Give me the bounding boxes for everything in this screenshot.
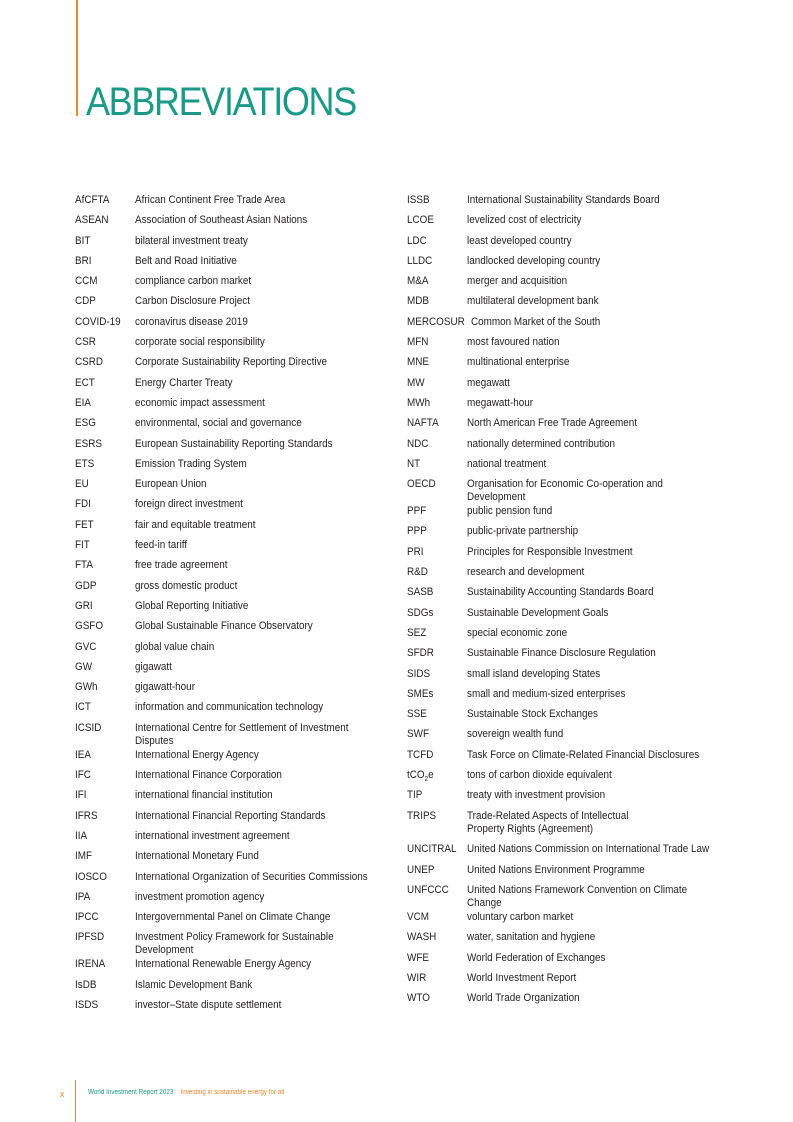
abbreviation-definition: megawatt-hour [467, 396, 534, 409]
abbreviation-term: SASB [407, 586, 434, 599]
abbreviation-definition: International Financial Reporting Standards [135, 809, 326, 822]
abbreviation-term: SMEs [407, 687, 434, 700]
abbreviation-row [407, 788, 737, 808]
footer-report-title: World Investment Report 2023 [88, 1089, 174, 1096]
abbreviation-definition: information and communication technology [135, 701, 324, 714]
abbreviation-definition: Sustainability Accounting Standards Board [467, 586, 654, 599]
abbreviation-term: IFC [75, 769, 91, 782]
abbreviations-column-left [75, 193, 395, 1018]
abbreviation-term: M&A [407, 275, 429, 288]
abbreviation-row [407, 274, 737, 294]
abbreviation-term: IIA [75, 829, 88, 842]
abbreviation-term: MW [407, 376, 425, 389]
abbreviation-row [75, 768, 395, 788]
abbreviation-definition: megawatt [467, 376, 510, 389]
abbreviation-term: ESRS [75, 437, 102, 450]
abbreviation-row [75, 579, 395, 599]
abbreviation-row [407, 457, 737, 477]
abbreviation-row [75, 518, 395, 538]
abbreviation-row [407, 213, 737, 233]
abbreviation-definition: Intergovernmental Panel on Climate Change [135, 911, 331, 924]
abbreviation-definition: International Centre for Settlement of Investment Disputes [135, 721, 349, 747]
abbreviation-row [407, 294, 737, 314]
abbreviation-definition: European Sustainability Reporting Standards [135, 437, 333, 450]
abbreviation-definition: International Energy Agency [135, 748, 259, 761]
abbreviation-row [75, 660, 395, 680]
abbreviation-definition: gigawatt-hour [135, 681, 195, 694]
abbreviation-row [407, 234, 737, 254]
abbreviation-term: SSE [407, 708, 427, 721]
abbreviation-definition: public pension fund [467, 505, 553, 518]
abbreviation-row [75, 829, 395, 849]
title-accent-bar [76, 0, 78, 116]
abbreviation-definition: most favoured nation [467, 336, 560, 349]
abbreviation-definition: treaty with investment provision [467, 789, 606, 802]
abbreviation-definition: Sustainable Development Goals [467, 606, 609, 619]
abbreviation-term: IPFSD [75, 931, 105, 944]
abbreviation-definition: Corporate Sustainability Reporting Directive [135, 356, 328, 369]
abbreviation-term: SWF [407, 728, 430, 741]
abbreviation-term: MERCOSUR [407, 315, 465, 328]
abbreviation-definition: bilateral investment treaty [135, 234, 248, 247]
abbreviation-term: VCM [407, 911, 430, 923]
abbreviation-definition: landlocked developing country [467, 254, 601, 267]
abbreviation-term: CSR [75, 336, 96, 349]
abbreviation-definition: Islamic Development Bank [135, 978, 253, 991]
abbreviation-term: IFI [75, 789, 87, 802]
abbreviation-term: IRENA [75, 958, 106, 971]
abbreviation-definition: research and development [467, 566, 585, 579]
abbreviation-term: WFE [407, 951, 430, 964]
abbreviation-definition: international investment agreement [135, 829, 290, 842]
abbreviation-row [407, 930, 737, 950]
abbreviation-row [407, 707, 737, 727]
abbreviation-row [75, 274, 395, 294]
abbreviation-term: EIA [75, 396, 91, 409]
abbreviation-row [407, 437, 737, 457]
abbreviation-row [407, 504, 737, 524]
abbreviation-row [75, 640, 395, 660]
abbreviation-row [75, 193, 395, 213]
abbreviation-term: MFN [407, 336, 429, 349]
abbreviation-definition: multilateral development bank [467, 295, 599, 308]
abbreviation-term: CDP [75, 295, 96, 308]
abbreviation-term: SFDR [407, 647, 434, 660]
abbreviation-term: WIR [407, 971, 427, 984]
abbreviation-term: GW [75, 660, 93, 673]
abbreviation-term: ECT [75, 376, 95, 389]
abbreviations-column-right [407, 193, 737, 1011]
abbreviation-definition: sovereign wealth fund [467, 728, 564, 741]
abbreviation-row [407, 667, 737, 687]
abbreviation-definition: Association of Southeast Asian Nations [135, 214, 308, 227]
abbreviation-definition: levelized cost of electricity [467, 214, 582, 227]
abbreviation-row [407, 193, 737, 213]
abbreviation-term: EU [75, 478, 89, 491]
abbreviation-term: MDB [407, 295, 430, 308]
abbreviation-row [407, 883, 737, 910]
abbreviation-row [75, 619, 395, 639]
abbreviation-term: ETS [75, 457, 95, 470]
abbreviation-definition: International Finance Corporation [135, 769, 282, 782]
abbreviation-row [407, 768, 737, 788]
abbreviation-row [75, 437, 395, 457]
abbreviation-definition: gross domestic product [135, 579, 238, 592]
abbreviation-definition: African Continent Free Trade Area [135, 194, 286, 206]
abbreviation-row [407, 863, 737, 883]
abbreviation-definition: investor–State dispute settlement [135, 998, 282, 1011]
abbreviation-term: SEZ [407, 626, 427, 639]
abbreviation-term: CSRD [75, 356, 104, 369]
abbreviation-term: PRI [407, 545, 424, 558]
abbreviation-row [75, 315, 395, 335]
abbreviation-row [75, 599, 395, 619]
abbreviation-row [407, 727, 737, 747]
abbreviation-term: AfCFTA [75, 194, 110, 206]
abbreviation-definition: public-private partnership [467, 525, 579, 538]
abbreviation-row [75, 213, 395, 233]
abbreviation-term: SDGs [407, 606, 434, 619]
abbreviation-term: OECD [407, 478, 436, 491]
abbreviation-term: ASEAN [75, 214, 109, 227]
abbreviation-definition: Global Reporting Initiative [135, 599, 249, 612]
abbreviation-term: SIDS [407, 667, 431, 680]
abbreviation-row [407, 971, 737, 991]
abbreviation-row [75, 355, 395, 375]
abbreviation-row [75, 721, 395, 748]
abbreviation-row [407, 396, 737, 416]
abbreviation-definition: International Renewable Energy Agency [135, 958, 312, 971]
abbreviation-definition: water, sanitation and hygiene [467, 931, 596, 944]
abbreviation-term: NT [407, 457, 421, 470]
page-title: ABBREVIATIONS [86, 80, 356, 124]
abbreviation-definition: United Nations Commission on International Trade Law [467, 843, 710, 856]
abbreviation-definition: compliance carbon market [135, 275, 252, 288]
abbreviation-term: UNCITRAL [407, 843, 457, 856]
abbreviation-definition: International Monetary Fund [135, 850, 259, 863]
abbreviation-row [407, 842, 737, 862]
abbreviation-definition: Belt and Road Initiative [135, 254, 237, 267]
abbreviation-term: UNFCCC [407, 884, 449, 896]
abbreviation-row [75, 809, 395, 829]
abbreviation-row [407, 565, 737, 585]
abbreviation-row [75, 477, 395, 497]
abbreviation-term: ESG [75, 417, 96, 430]
abbreviation-definition: fair and equitable treatment [135, 518, 256, 531]
abbreviation-term: LDC [407, 234, 427, 247]
abbreviation-term: MNE [407, 356, 430, 369]
abbreviation-row [407, 315, 737, 335]
abbreviation-definition: International Organization of Securities Commissions [135, 870, 368, 883]
abbreviation-definition: free trade agreement [135, 559, 228, 572]
abbreviation-term: IsDB [75, 978, 97, 991]
abbreviation-definition: voluntary carbon market [467, 911, 574, 923]
abbreviation-definition: small and medium-sized enterprises [467, 687, 626, 700]
abbreviation-row [75, 335, 395, 355]
abbreviation-term: ISSB [407, 194, 430, 206]
abbreviation-row [75, 254, 395, 274]
abbreviation-definition: foreign direct investment [135, 498, 243, 511]
abbreviation-term: FTA [75, 559, 93, 572]
abbreviation-row [75, 294, 395, 314]
abbreviation-definition: Trade-Related Aspects of Intellectual Property Rights (Agreement) [467, 809, 629, 835]
abbreviation-row [407, 626, 737, 646]
abbreviation-definition: gigawatt [135, 660, 172, 673]
page-number: x [60, 1089, 65, 1099]
running-footer [88, 1089, 284, 1096]
abbreviation-term: WTO [407, 992, 430, 1005]
abbreviation-definition: Energy Charter Treaty [135, 376, 233, 389]
abbreviation-term: COVID-19 [75, 315, 121, 328]
abbreviation-row [407, 355, 737, 375]
abbreviation-term: FDI [75, 498, 91, 511]
abbreviation-definition: North American Free Trade Agreement [467, 417, 638, 430]
abbreviation-term: UNEP [407, 863, 435, 876]
abbreviation-definition: coronavirus disease 2019 [135, 315, 248, 328]
abbreviation-row [75, 870, 395, 890]
abbreviation-term: FIT [75, 539, 90, 552]
abbreviation-row [407, 809, 737, 843]
abbreviation-term: IEA [75, 748, 91, 761]
abbreviation-row [75, 748, 395, 768]
abbreviation-term: R&D [407, 566, 428, 579]
abbreviation-definition: Emission Trading System [135, 457, 247, 470]
abbreviation-term: BRI [75, 254, 92, 267]
abbreviation-row [407, 545, 737, 565]
abbreviation-definition: Organisation for Economic Co-operation and Development [467, 478, 663, 504]
abbreviation-row [75, 700, 395, 720]
abbreviation-definition: environmental, social and governance [135, 417, 302, 430]
abbreviation-term: TRIPS [407, 809, 437, 822]
abbreviation-term: LLDC [407, 254, 433, 267]
abbreviation-definition: United Nations Environment Programme [467, 863, 645, 876]
abbreviation-row [75, 849, 395, 869]
abbreviation-definition: nationally determined contribution [467, 437, 616, 450]
abbreviation-term: ICT [75, 701, 91, 714]
abbreviation-row [75, 376, 395, 396]
abbreviation-term: NAFTA [407, 417, 439, 430]
abbreviation-term: IMF [75, 850, 93, 863]
abbreviation-row [407, 687, 737, 707]
abbreviation-definition: Principles for Responsible Investment [467, 545, 633, 558]
abbreviation-definition: special economic zone [467, 626, 568, 639]
abbreviation-term: ICSID [75, 721, 102, 734]
abbreviation-row [407, 477, 737, 504]
abbreviation-row [407, 416, 737, 436]
abbreviation-definition: European Union [135, 478, 207, 491]
abbreviation-term: GWh [75, 681, 98, 694]
abbreviation-term: IPCC [75, 911, 99, 924]
abbreviation-definition: feed-in tariff [135, 539, 188, 552]
abbreviation-row [75, 558, 395, 578]
abbreviation-row [75, 234, 395, 254]
abbreviation-row [75, 890, 395, 910]
abbreviation-row [75, 998, 395, 1018]
abbreviation-definition: multinational enterprise [467, 356, 570, 369]
abbreviation-row [75, 978, 395, 998]
abbreviation-row [407, 951, 737, 971]
abbreviation-term: CCM [75, 275, 98, 288]
abbreviation-term: LCOE [407, 214, 434, 227]
abbreviation-definition: World Trade Organization [467, 992, 580, 1005]
abbreviation-row [75, 910, 395, 930]
abbreviation-definition: Common Market of the South [471, 315, 601, 328]
abbreviation-term: GSFO [75, 620, 104, 633]
footer-report-subtitle: Investing in sustainable energy for all [180, 1089, 285, 1096]
abbreviation-definition: national treatment [467, 457, 547, 470]
abbreviation-row [75, 957, 395, 977]
abbreviation-term: IPA [75, 890, 91, 903]
abbreviation-term: GDP [75, 579, 97, 592]
abbreviation-term: TIP [407, 789, 423, 802]
abbreviation-definition: small island developing States [467, 667, 601, 680]
abbreviation-term: BIT [75, 234, 91, 247]
abbreviation-term: PPP [407, 525, 427, 538]
abbreviation-term: NDC [407, 437, 429, 450]
abbreviation-row [75, 788, 395, 808]
abbreviation-definition: international financial institution [135, 789, 273, 802]
abbreviation-term: WASH [407, 931, 437, 944]
abbreviation-definition: World Federation of Exchanges [467, 951, 606, 964]
abbreviation-row [407, 646, 737, 666]
abbreviation-term: IFRS [75, 809, 98, 822]
abbreviation-row [75, 930, 395, 957]
abbreviation-term: IOSCO [75, 870, 107, 883]
abbreviation-term: FET [75, 518, 94, 531]
abbreviation-row [407, 524, 737, 544]
abbreviation-row [407, 991, 737, 1011]
abbreviation-definition: Investment Policy Framework for Sustainable Development [135, 931, 334, 957]
abbreviation-row [75, 396, 395, 416]
abbreviation-definition: Sustainable Finance Disclosure Regulation [467, 647, 656, 660]
abbreviation-row [75, 497, 395, 517]
abbreviation-definition: Carbon Disclosure Project [135, 295, 251, 308]
abbreviation-term: PPF [407, 505, 427, 518]
abbreviation-row [407, 606, 737, 626]
abbreviation-definition: economic impact assessment [135, 396, 265, 409]
abbreviation-term: GRI [75, 599, 93, 612]
abbreviation-term: MWh [407, 396, 431, 409]
abbreviation-definition: investment promotion agency [135, 890, 265, 903]
abbreviation-definition: Task Force on Climate-Related Financial Disclosures [467, 748, 700, 761]
abbreviation-row [407, 254, 737, 274]
abbreviation-term: ISDS [75, 998, 99, 1011]
abbreviation-term: tCO$_2$e [407, 769, 434, 784]
abbreviation-definition: merger and acquisition [467, 275, 568, 288]
abbreviation-row [407, 376, 737, 396]
abbreviation-row [407, 335, 737, 355]
abbreviation-definition: International Sustainability Standards Board [467, 194, 660, 206]
abbreviation-row [407, 748, 737, 768]
abbreviation-definition: World Investment Report [467, 971, 577, 984]
abbreviation-definition: United Nations Framework Convention on Climate Change [467, 884, 688, 909]
abbreviation-row [75, 457, 395, 477]
abbreviation-row [75, 416, 395, 436]
abbreviation-row [407, 910, 737, 930]
abbreviation-row [407, 585, 737, 605]
abbreviation-definition: global value chain [135, 640, 215, 653]
abbreviation-definition: corporate social responsibility [135, 336, 265, 349]
abbreviation-term: TCFD [407, 748, 434, 761]
abbreviation-definition: tons of carbon dioxide equivalent [467, 769, 612, 782]
footer-accent-bar [75, 1080, 76, 1122]
abbreviation-row [75, 680, 395, 700]
abbreviation-term: GVC [75, 640, 97, 653]
abbreviation-definition: Sustainable Stock Exchanges [467, 708, 598, 721]
abbreviation-row [75, 538, 395, 558]
abbreviation-definition: least developed country [467, 234, 572, 247]
abbreviation-definition: Global Sustainable Finance Observatory [135, 620, 313, 633]
